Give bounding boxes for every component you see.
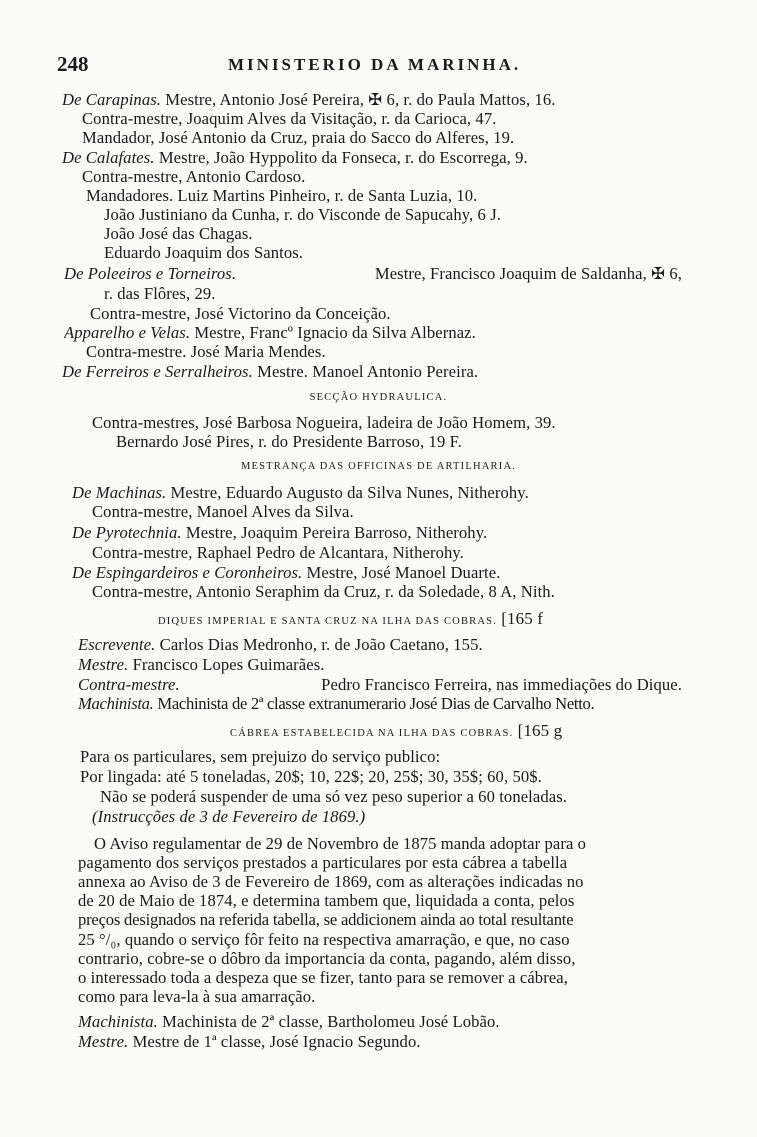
- entry-machinas-mestre: [72, 483, 529, 502]
- paragraph-line: como para leva-la à sua amarração.: [78, 987, 316, 1006]
- entry-label: De Machinas.: [72, 483, 167, 502]
- entry-espingardeiros-mestre: [72, 563, 500, 582]
- entry-calafates-mestre: [62, 148, 528, 167]
- paragraph-line: 25 °/₀, quando o serviço fôr feito na respectiva amarração, e que, no caso: [78, 930, 570, 949]
- entry-line: João José das Chagas.: [104, 224, 253, 243]
- entry-label: Machinista.: [78, 1012, 158, 1031]
- section-heading-seccao-hydraulica: SECÇÃO HYDRAULICA.: [309, 392, 448, 403]
- entry-label: Mestre.: [78, 1032, 129, 1051]
- entry-line: Contra-mestres, José Barbosa Nogueira, ladeira de João Homem, 39.: [92, 413, 556, 432]
- page-number: 248: [57, 52, 89, 76]
- entry-line: r. das Flôres, 29.: [104, 284, 216, 303]
- entry-poleeiros-mestre: [64, 264, 682, 283]
- entry-label: De Espingardeiros e Coronheiros.: [72, 563, 303, 582]
- entry-line: Contra-mestre, Antonio Seraphim da Cruz, r. da Soledade, 8 A, Nith.: [92, 582, 555, 601]
- entry-line: Mandadores. Luiz Martins Pinheiro, r. de Santa Luzia, 10.: [86, 186, 478, 205]
- entry-text: Pedro Francisco Ferreira, nas immediações do Dique.: [321, 675, 682, 694]
- entry-escrevente: [78, 635, 483, 654]
- paragraph-line: [100, 787, 690, 806]
- paragraph-line: de 20 de Maio de 1874, e determina tambem que, liquidada a conta, pelos: [78, 891, 575, 910]
- section-heading-text: DIQUES IMPERIAL E SANTA CRUZ NA ILHA DAS COBRAS.: [158, 616, 498, 627]
- section-heading-text: CÁBREA ESTABELECIDA NA ILHA DAS COBRAS.: [230, 728, 514, 739]
- entry-label: Contra-mestre.: [78, 675, 180, 694]
- entry-label: Machinista.: [78, 694, 154, 713]
- entry-label: Mestre.: [78, 655, 129, 674]
- entry-apparelho-mestre: [64, 323, 476, 342]
- entry-line: Bernardo José Pires, r. do Presidente Barroso, 19 F.: [116, 432, 462, 451]
- page-title: MINISTERIO DA MARINHA.: [228, 55, 522, 74]
- paragraph-line: o interessado toda a despeza que se fizer, tanto para se remover a cábrea,: [78, 968, 569, 987]
- entry-machinista: [78, 1012, 500, 1031]
- price-code: [165 g: [517, 721, 563, 740]
- section-heading-cabrea: [230, 721, 562, 743]
- entry-text: Mestre. Manoel Antonio Pereira.: [257, 362, 479, 381]
- entry-line: João Justiniano da Cunha, r. do Visconde de Sapucahy, 6 J.: [104, 205, 502, 224]
- entry-text: Machinista de 2ª classe, Bartholomeu José Lobão.: [162, 1012, 500, 1031]
- paragraph-line: Por lingada: até 5 toneladas, 20$; 10, 22$; 20, 25$; 30, 35$; 60, 50$.: [80, 767, 542, 786]
- entry-line: Eduardo Joaquim dos Santos.: [104, 243, 304, 262]
- paragraph-line: pagamento dos serviços prestados a particulares por esta cábrea a tabella: [78, 853, 568, 872]
- entry-label: Escrevente.: [78, 635, 156, 654]
- entry-line: Contra-mestre, José Victorino da Conceição.: [90, 304, 391, 323]
- section-heading-mestranca: MESTRANÇA DAS OFFICINAS DE ARTILHARIA.: [240, 461, 517, 472]
- entry-text: Mestre, Francisco Joaquim de Saldanha, ✠ 6,: [374, 264, 682, 283]
- entry-text: Machinista de 2ª classe extranumerario José Dias de Carvalho Netto.: [157, 694, 595, 713]
- entry-text: Mestre, Eduardo Augusto da Silva Nunes, Nitherohy.: [170, 483, 529, 502]
- entry-machinista: [78, 694, 594, 713]
- entry-line: Contra-mestre, Antonio Cardoso.: [82, 167, 306, 186]
- entry-mestre: [78, 655, 325, 674]
- entry-label: De Calafates.: [62, 148, 155, 167]
- entry-ferreiros-mestre: [62, 362, 478, 381]
- entry-label: De Poleeiros e Torneiros.: [64, 264, 237, 283]
- entry-label: De Carapinas.: [62, 90, 162, 109]
- entry-text: Mestre, Joaquim Pereira Barroso, Nitherohy.: [185, 523, 488, 542]
- entry-line: Contra-mestre, Manoel Alves da Silva.: [92, 502, 354, 521]
- section-heading-diques: [158, 609, 543, 631]
- entry-label: Apparelho e Velas.: [64, 323, 191, 342]
- entry-text: Mestre, Antonio José Pereira, ✠ 6, r. do Paula Mattos, 16.: [165, 90, 556, 109]
- entry-mestre: [78, 1032, 421, 1051]
- entry-line: Contra-mestre, Raphael Pedro de Alcantara, Nitherohy.: [92, 543, 464, 562]
- entry-line: Mandador, José Antonio da Cruz, praia do Sacco do Alferes, 19.: [82, 128, 515, 147]
- entry-carapinas-mestre: [62, 90, 556, 109]
- paragraph-line: (Instrucções de 3 de Fevereiro de 1869.): [92, 807, 366, 826]
- entry-text: Mestre, João Hyppolito da Fonseca, r. do Escorrega, 9.: [158, 148, 528, 167]
- paragraph-line: contrario, cobre-se o dôbro da importancia da conta, pagando, além disso,: [78, 949, 576, 968]
- entry-pyrotechnia-mestre: [72, 523, 487, 542]
- paragraph-line: preços designados na referida tabella, se addicionem ainda ao total resultante: [78, 910, 574, 929]
- entry-label: De Ferreiros e Serralheiros.: [62, 362, 253, 381]
- paragraph-line: O Aviso regulamentar de 29 de Novembro de 1875 manda adoptar para o: [94, 834, 587, 853]
- entry-line: Contra-mestre. José Maria Mendes.: [86, 342, 326, 361]
- entry-text: Mestre, José Manoel Duarte.: [306, 563, 501, 582]
- paragraph-text: Não se poderá suspender de uma só vez peso superior a 60 toneladas.: [100, 787, 568, 806]
- entry-text: Carlos Dias Medronho, r. de João Caetano, 155.: [159, 635, 483, 654]
- paragraph-line: Para os particulares, sem prejuizo do serviço publico:: [80, 747, 441, 766]
- price-code: [165 f: [501, 609, 543, 628]
- entry-text: Mestre de 1ª classe, José Ignacio Segundo.: [132, 1032, 421, 1051]
- entry-label: De Pyrotechnia.: [72, 523, 182, 542]
- paragraph-line: annexa ao Aviso de 3 de Fevereiro de 1869, com as alterações indicadas no: [78, 872, 584, 891]
- entry-contra-mestre: [78, 675, 682, 694]
- entry-text: Mestre, Francº Ignacio da Silva Albernaz.: [194, 323, 476, 342]
- entry-line: Contra-mestre, Joaquim Alves da Visitação, r. da Carioca, 47.: [82, 109, 497, 128]
- entry-text: Francisco Lopes Guimarães.: [132, 655, 325, 674]
